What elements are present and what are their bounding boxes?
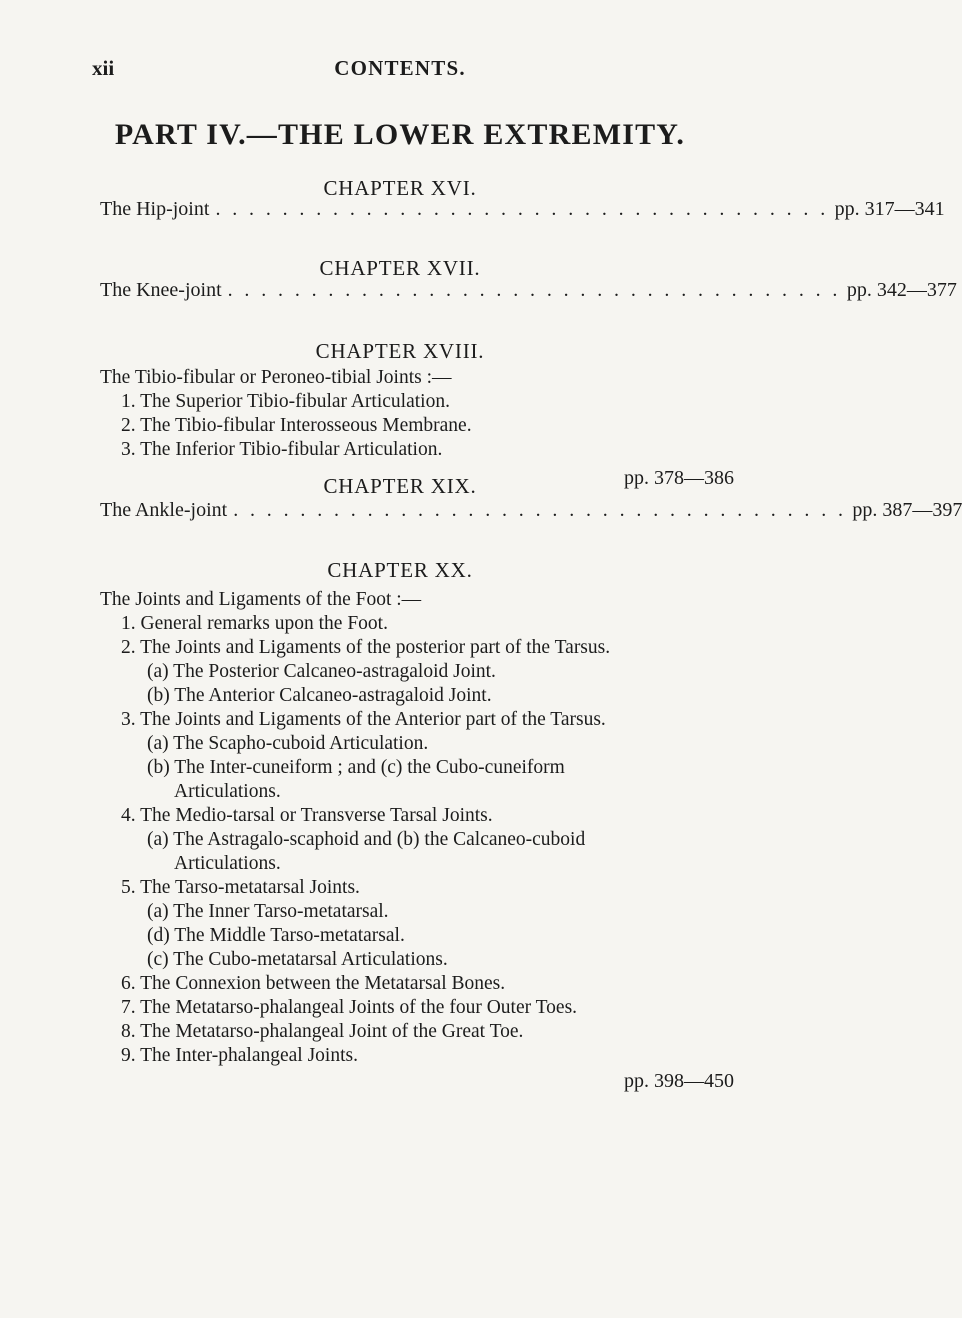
chapter-pages: pp. 398—450 xyxy=(624,1070,734,1092)
toc-item[interactable]: 6. The Connexion between the Metatarsal Bones. xyxy=(121,973,506,994)
toc-subitem-continued: Articulations. xyxy=(174,781,281,802)
toc-item[interactable]: 3. The Joints and Ligaments of the Anterior part of the Tarsus. xyxy=(121,709,606,730)
chapter-intro: The Tibio-fibular or Peroneo-tibial Joints :— xyxy=(100,367,452,388)
toc-item[interactable]: 8. The Metatarso-phalangeal Joint of the Great Toe. xyxy=(121,1021,524,1042)
toc-subitem[interactable]: (b) The Inter-cuneiform ; and (c) the Cubo-cuneiform xyxy=(147,757,565,778)
toc-item[interactable]: 1. General remarks upon the Foot. xyxy=(121,613,388,634)
entry-pages: pp. 342—377 xyxy=(846,279,957,301)
toc-item[interactable]: 9. The Inter-phalangeal Joints. xyxy=(121,1045,358,1066)
toc-item[interactable]: 7. The Metatarso-phalangeal Joints of the four Outer Toes. xyxy=(121,997,578,1018)
toc-item[interactable]: 3. The Inferior Tibio-fibular Articulation. xyxy=(121,439,443,460)
dot-leader: . . . . . . . . . . . . . . . . . . . . . . . . . . . . . . . . . . . . . xyxy=(215,198,829,220)
toc-item[interactable]: 4. The Medio-tarsal or Transverse Tarsal Joints. xyxy=(121,805,493,826)
dot-leader: . . . . . . . . . . . . . . . . . . . . . . . . . . . . . . . . . . . . . xyxy=(233,499,847,521)
running-title: CONTENTS. xyxy=(334,56,466,80)
toc-subitem[interactable]: (a) The Astragalo-scaphoid and (b) the Calcaneo-cuboid xyxy=(147,829,586,850)
entry-pages: pp. 387—397 xyxy=(852,499,962,521)
chapter-heading-xvii: CHAPTER XVII. xyxy=(319,256,481,280)
page-number: xii xyxy=(92,56,115,80)
chapter-intro: The Joints and Ligaments of the Foot :— xyxy=(100,589,422,610)
chapter-heading-xix: CHAPTER XIX. xyxy=(323,474,477,498)
chapter-pages: pp. 378—386 xyxy=(624,467,734,489)
entry-title: The Hip-joint xyxy=(100,198,210,220)
toc-subitem[interactable]: (a) The Posterior Calcaneo-astragaloid Joint. xyxy=(147,661,496,682)
toc-item[interactable]: 2. The Joints and Ligaments of the posterior part of the Tarsus. xyxy=(121,637,611,658)
part-title: PART IV.—THE LOWER EXTREMITY. xyxy=(114,118,686,151)
running-head xyxy=(0,56,800,86)
entry-pages: pp. 317—341 xyxy=(834,198,945,220)
toc-subitem[interactable]: (b) The Anterior Calcaneo-astragaloid Joint. xyxy=(147,685,492,706)
entry-title: The Knee-joint xyxy=(100,279,222,301)
toc-subitem[interactable]: (a) The Scapho-cuboid Articulation. xyxy=(147,733,429,754)
toc-subitem[interactable]: (d) The Middle Tarso-metatarsal. xyxy=(147,925,405,946)
toc-entry-hip-joint[interactable] xyxy=(100,198,945,226)
dot-leader: . . . . . . . . . . . . . . . . . . . . . . . . . . . . . . . . . . . . . xyxy=(227,279,841,301)
toc-subitem[interactable]: (c) The Cubo-metatarsal Articulations. xyxy=(147,949,448,970)
entry-title: The Ankle-joint xyxy=(100,499,228,521)
chapter-heading-xvi: CHAPTER XVI. xyxy=(323,176,477,200)
toc-item[interactable]: 1. The Superior Tibio-fibular Articulation. xyxy=(121,391,450,412)
chapter-heading-xviii: CHAPTER XVIII. xyxy=(315,339,485,363)
toc-entry-knee-joint[interactable] xyxy=(100,279,957,307)
toc-item[interactable]: 5. The Tarso-metatarsal Joints. xyxy=(121,877,360,898)
toc-entry-ankle-joint[interactable] xyxy=(100,499,962,527)
chapter-heading-xx: CHAPTER XX. xyxy=(327,558,473,582)
toc-subitem[interactable]: (a) The Inner Tarso-metatarsal. xyxy=(147,901,389,922)
toc-item[interactable]: 2. The Tibio-fibular Interosseous Membrane. xyxy=(121,415,472,436)
toc-subitem-continued: Articulations. xyxy=(174,853,281,874)
